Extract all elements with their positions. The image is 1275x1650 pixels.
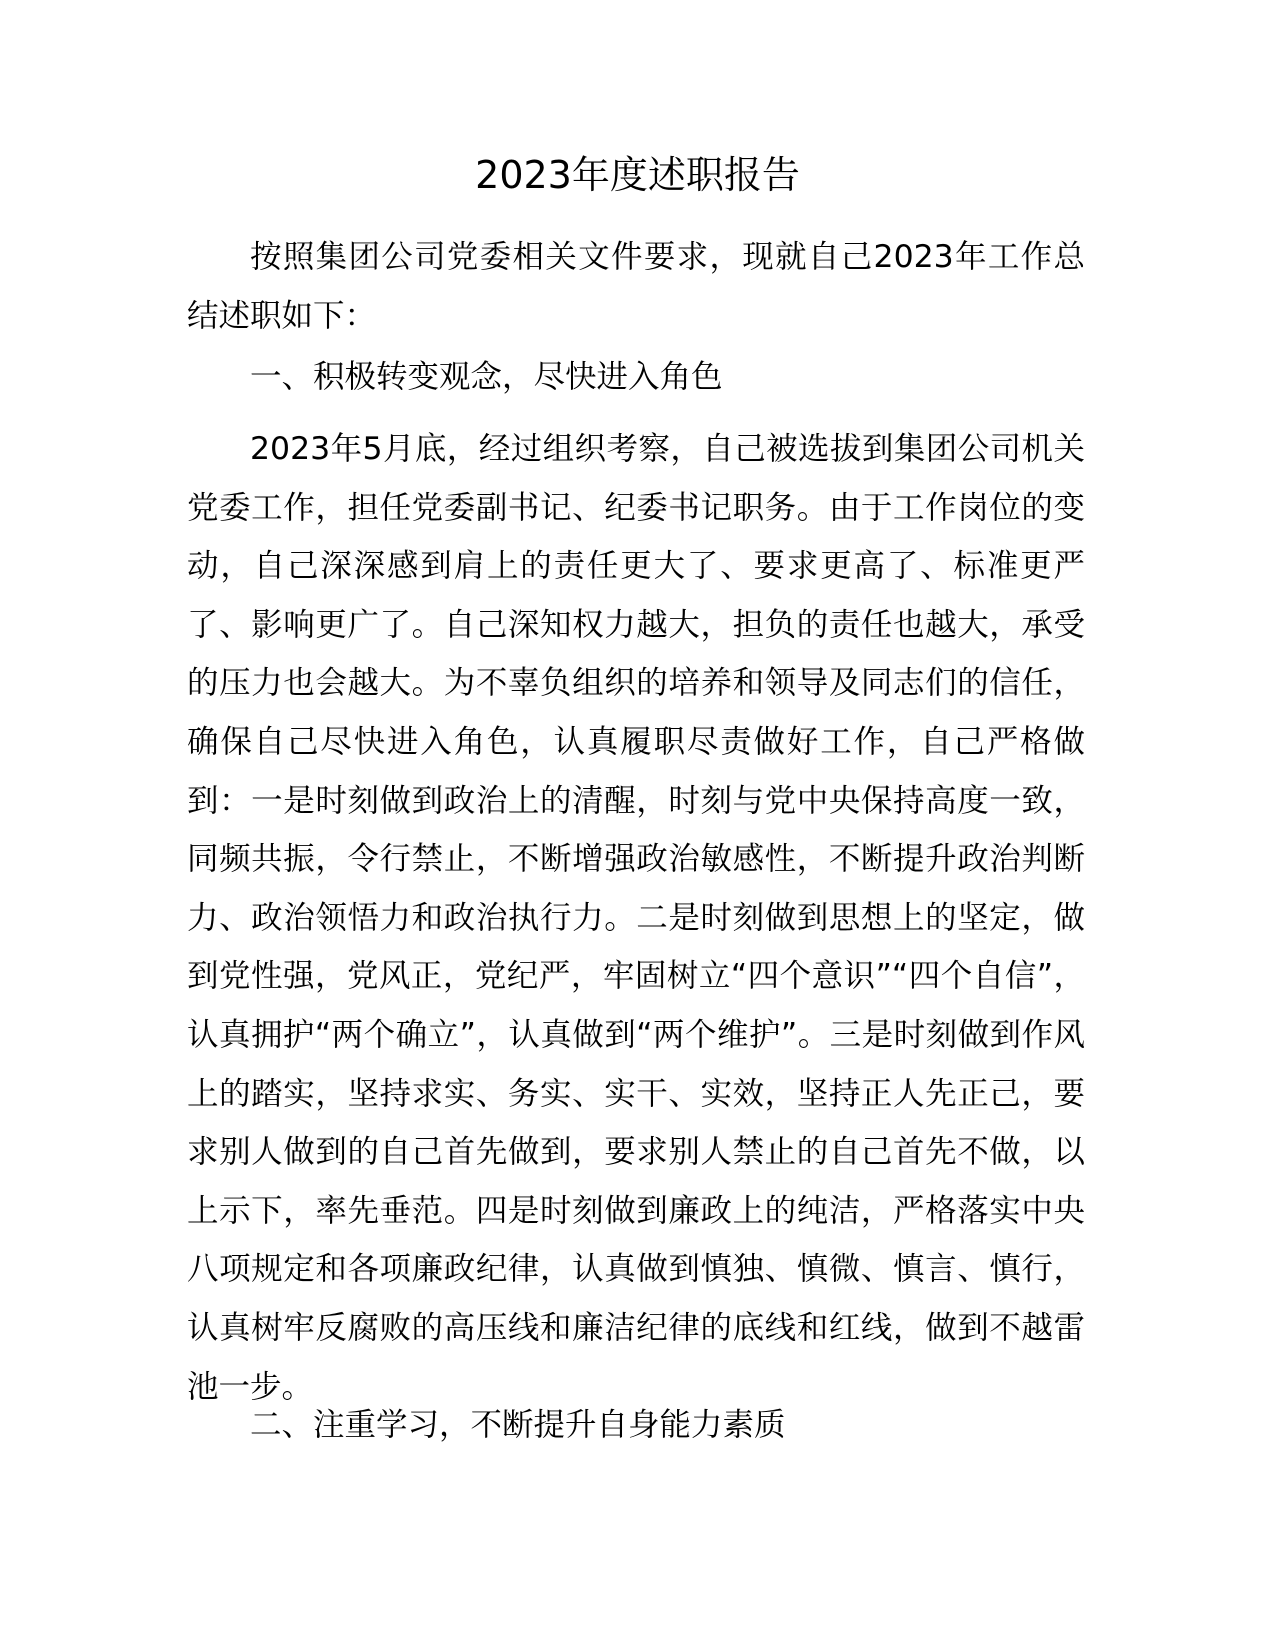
section-heading-2: 二、注重学习，不断提升自身能力素质: [250, 1407, 786, 1443]
intro-paragraph: 按照集团公司党委相关文件要求，现就自己2023年工作总结述职如下：: [187, 239, 1085, 334]
section-1-paragraph: 2023年5月底，经过组织考察，自己被选拔到集团公司机关党委工作，担任党委副书记、纪委书记职务。由于工作岗位的变动，自己深深感到肩上的责任更大了、要求更高了、标准更严了、影响更广了。自己深知权力越大，担负的责任也越大，承受的压力也会越大。为不辜负组织的培养和领导及同志们的信任，确保自己尽快进入角色，认真履职尽责做好工作，自己严格做到：一是时刻做到政治上的清醒，时刻与党中央保持高度一致，同频共振，令行禁止，不断增强政治敏感性，不断提升政治判断力、政治领悟力和政治执行力。二是时刻做到思想上的坚定，做到党性强，党风正，党纪严，牢固树立“四个意识”“四个自信”，认真拥护“两个确立”，认真做到“两个维护”。三是时刻做到作风上的踏实，坚持求实、务实、实干、实效，坚持正人先正己，要求别人做到的自己首先做到，要求别人禁止的自己首先不做，以上示下，率先垂范。四是时刻做到廉政上的纯洁，严格落实中央八项规定和各项廉政纪律，认真做到慎独、慎微、慎言、慎行，认真树牢反腐败的高压线和廉洁纪律的底线和红线，做到不越雷池一步。: [187, 431, 1085, 1405]
section-heading-1: 一、积极转变观念，尽快进入角色: [250, 359, 723, 395]
document-title: 2023年度述职报告: [475, 153, 800, 197]
